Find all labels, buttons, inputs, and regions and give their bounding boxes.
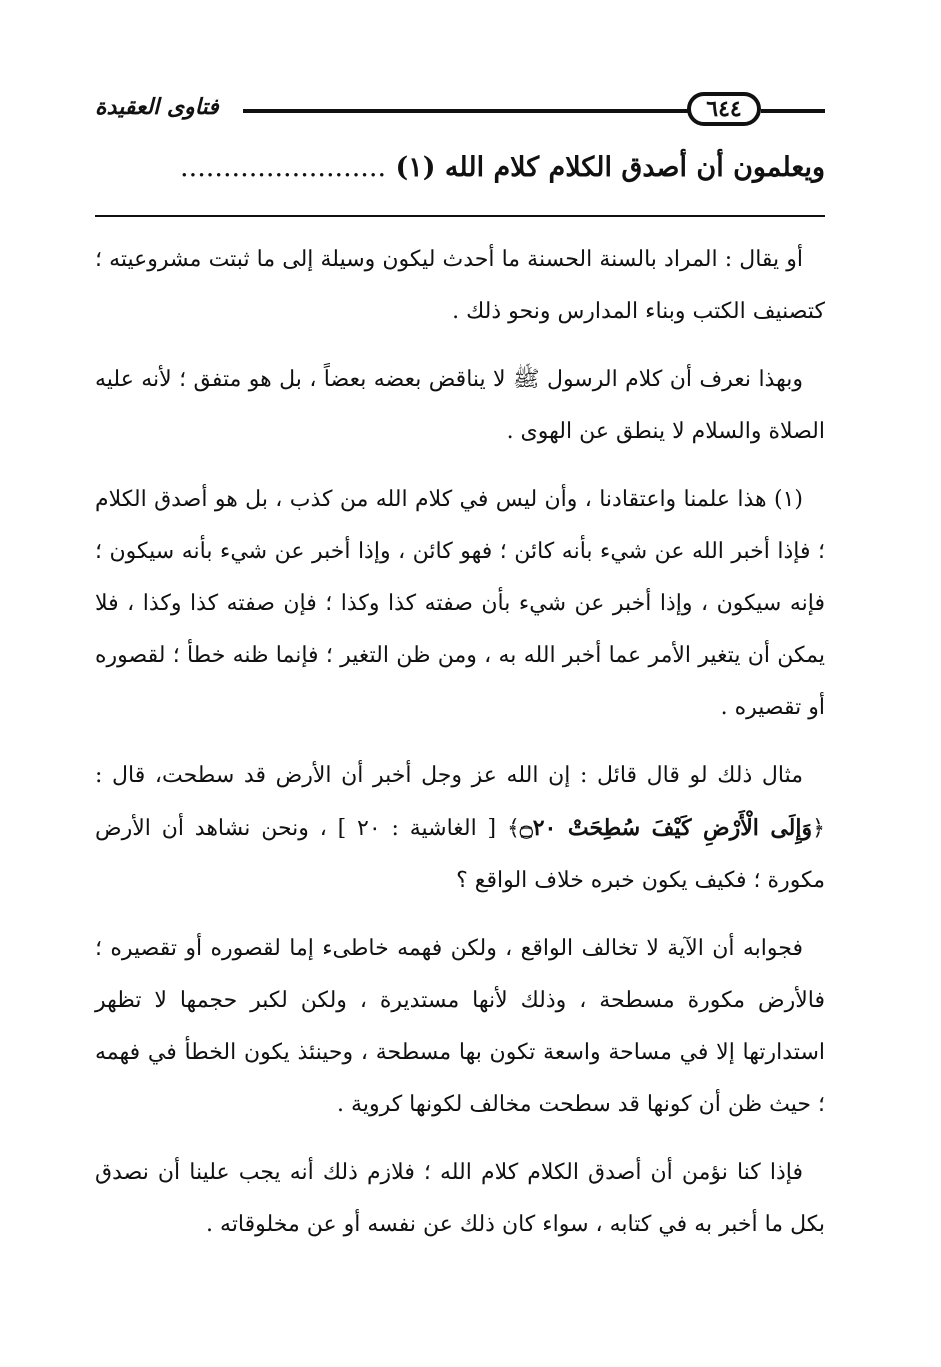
ayah-reference: [ الغاشية : ٢٠ ] [326,816,507,841]
example-before: مثال ذلك لو قال قائل : إن الله عز وجل أخبر أن الأرض قد سطحت، قال : [95,763,803,788]
heading-rule [95,215,825,217]
paragraph: فإذا كنا نؤمن أن أصدق الكلام كلام الله ؛ فلازم ذلك أنه يجب علينا أن نصدق بكل ما أخبر به في كتابه ، سواء كان ذلك عن نفسه أو عن مخلوقاته . [95,1160,825,1237]
example-paragraph [95,750,825,907]
paragraph: أو يقال : المراد بالسنة الحسنة ما أحدث ليكون وسيلة إلى ما ثبتت مشروعيته ؛ كتصنيف الكتب وبناء المدارس ونحو ذلك . [95,247,825,324]
body-text [95,234,825,1267]
paragraph: وبهذا نعرف أن كلام الرسول ﷺ لا يناقض بعضه بعضاً ، بل هو متفق ؛ لأنه عليه الصلاة والسلام لا ينطق عن الهوى . [95,367,825,444]
running-header [95,90,825,132]
quran-ayah: وَإِلَى الْأَرْضِ كَيْفَ سُطِحَتْ ۝٢٠ [519,815,813,841]
quran-brace-open: ﴿ [812,816,825,841]
matn-text: ويعلمون أن أصدق الكلام كلام الله [444,152,825,183]
page-number: ٦٤٤ [687,92,761,126]
footnote-ref: (١) [395,152,436,183]
footnote-paragraph: (١) هذا علمنا واعتقادنا ، وأن ليس في كلام الله من كذب ، بل هو أصدق الكلام ؛ فإذا أخبر الله عن شيء بأنه كائن ؛ فهو كائن ، وإذا أخبر عن شيء بأنه سيكون ؛ فإنه سيكون ، وإذا أخبر عن شيء بأن صفته كذا وكذا ؛ فإن صفته كذا وكذا ، فلا يمكن أن يتغير الأمر عما أخبر الله به ، ومن ظن التغير ؛ فإنما ظنه خطأ ؛ لقصوره أو تقصيره . [95,487,825,720]
matn-dots: ........................ [180,152,387,183]
header-rule-right [761,109,825,113]
example-after: ، ونحن نشاهد أن الأرض مكورة ؛ فكيف يكون خبره خلاف الواقع ؟ [95,816,825,893]
paragraph: فجوابه أن الآية لا تخالف الواقع ، ولكن فهمه خاطىء إما لقصوره أو تقصيره ؛ فالأرض مكورة مسطحة ، وذلك لأنها مستديرة ، ولكن لكبر حجمها لا تظهر استدارتها إلا في مساحة واسعة تكون بها مسطحة ، وحينئذ يكون الخطأ في فهمه ؛ حيث ظن أن كونها قد سطحت مخالف لكونها كروية . [95,936,825,1117]
running-title: فتاوى العقيدة [95,94,219,120]
quran-brace-close: ﴾ [506,816,520,841]
header-rule-left [243,109,689,113]
matn-heading [95,152,825,198]
